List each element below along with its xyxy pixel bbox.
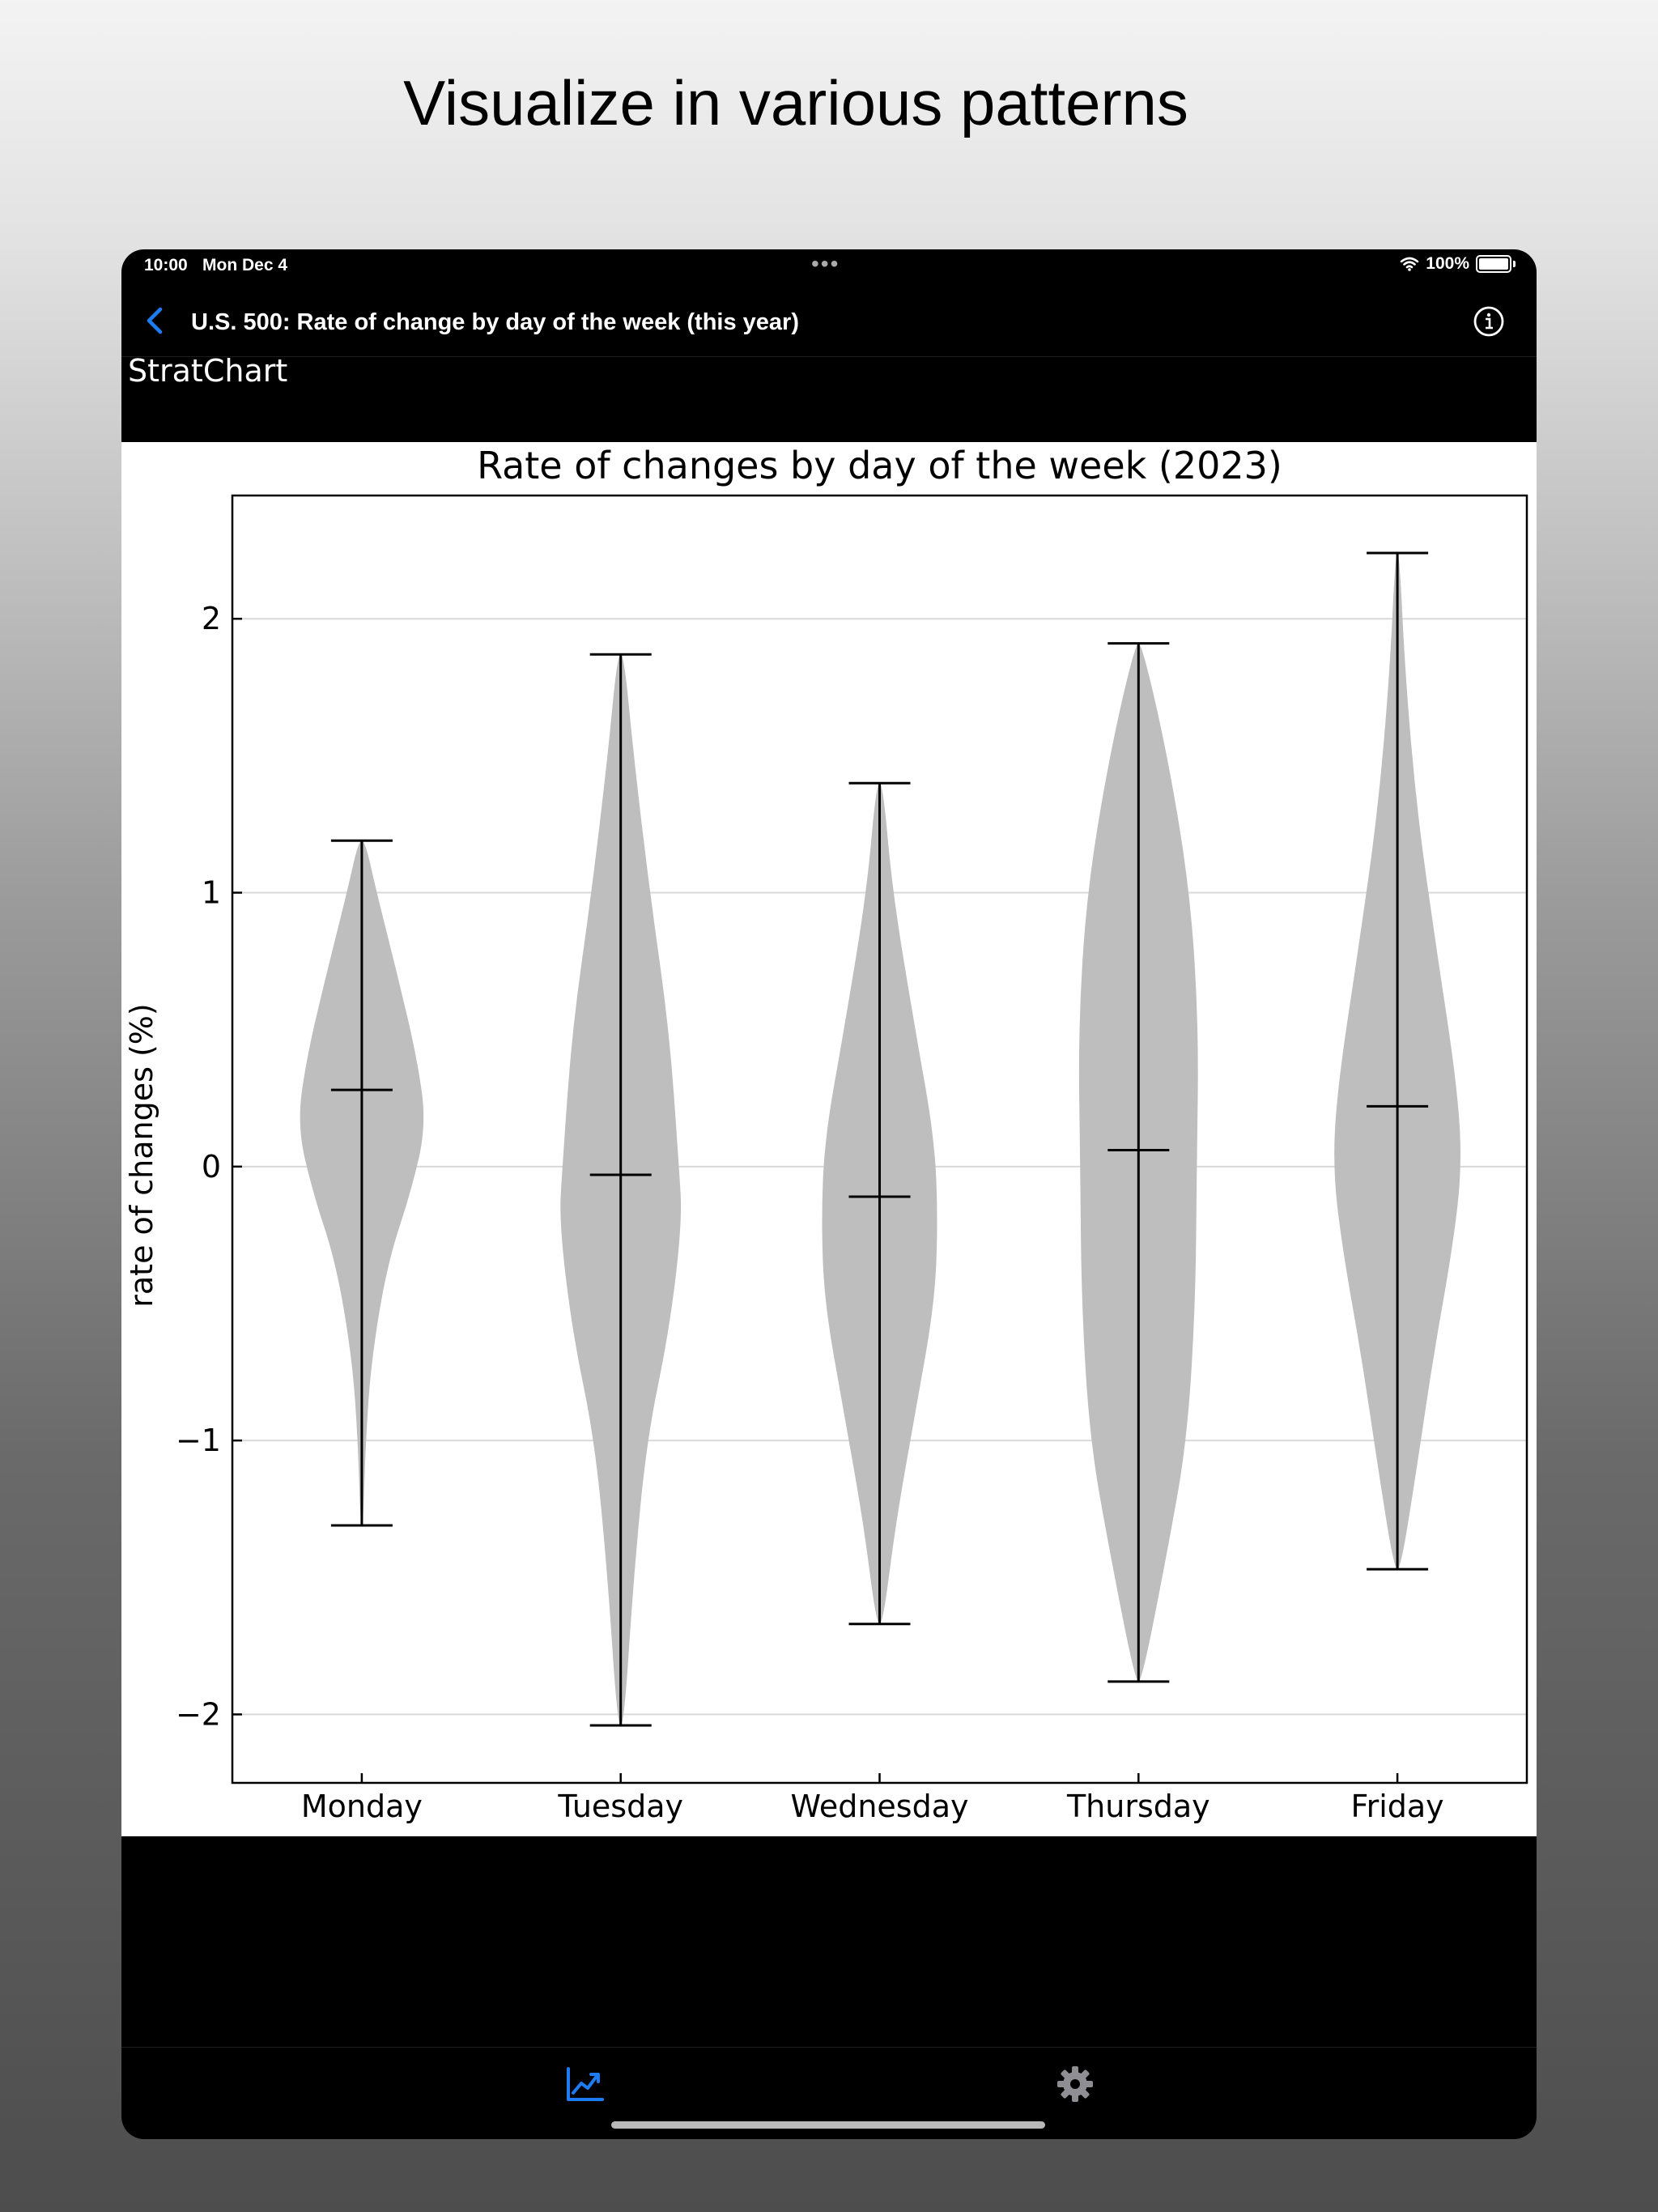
x-tick-label: Monday	[300, 1789, 423, 1824]
chart-panel	[121, 442, 1537, 1836]
battery-percent: 100%	[1426, 254, 1469, 273]
multitasking-dots[interactable]: •••	[811, 251, 840, 276]
x-tick-label: Thursday	[1066, 1789, 1210, 1824]
status-time: 10:00	[144, 256, 188, 274]
chart-line-icon[interactable]	[565, 2065, 606, 2103]
y-tick-label: 1	[201, 874, 221, 911]
x-tick-label: Friday	[1350, 1789, 1444, 1824]
y-axis-label: rate of changes (%)	[124, 1003, 159, 1308]
tablet-screen	[121, 249, 1537, 2139]
violin-chart	[121, 442, 1537, 1836]
x-tick-label: Tuesday	[558, 1789, 684, 1824]
gear-icon[interactable]	[1056, 2065, 1094, 2103]
y-tick-label: −2	[175, 1696, 221, 1733]
chart-title: Rate of changes by day of the week (2023)	[477, 444, 1282, 487]
nav-title: U.S. 500: Rate of change by day of the week (this year)	[191, 309, 799, 335]
promo-headline: Visualize in various patterns	[403, 67, 1188, 138]
wifi-icon	[1400, 257, 1419, 271]
status-bar	[121, 249, 1537, 282]
navigation-bar	[121, 287, 1537, 357]
status-date: Mon Dec 4	[202, 256, 288, 274]
y-tick-label: −1	[175, 1423, 221, 1459]
home-indicator[interactable]	[611, 2121, 1045, 2129]
chevron-left-icon[interactable]	[139, 304, 172, 337]
y-tick-label: 2	[201, 601, 221, 637]
x-tick-label: Wednesday	[790, 1789, 969, 1824]
y-tick-label: 0	[201, 1148, 221, 1185]
app-brand: StratChart	[128, 353, 288, 389]
info-icon[interactable]	[1472, 304, 1506, 338]
battery-icon	[1476, 255, 1511, 273]
